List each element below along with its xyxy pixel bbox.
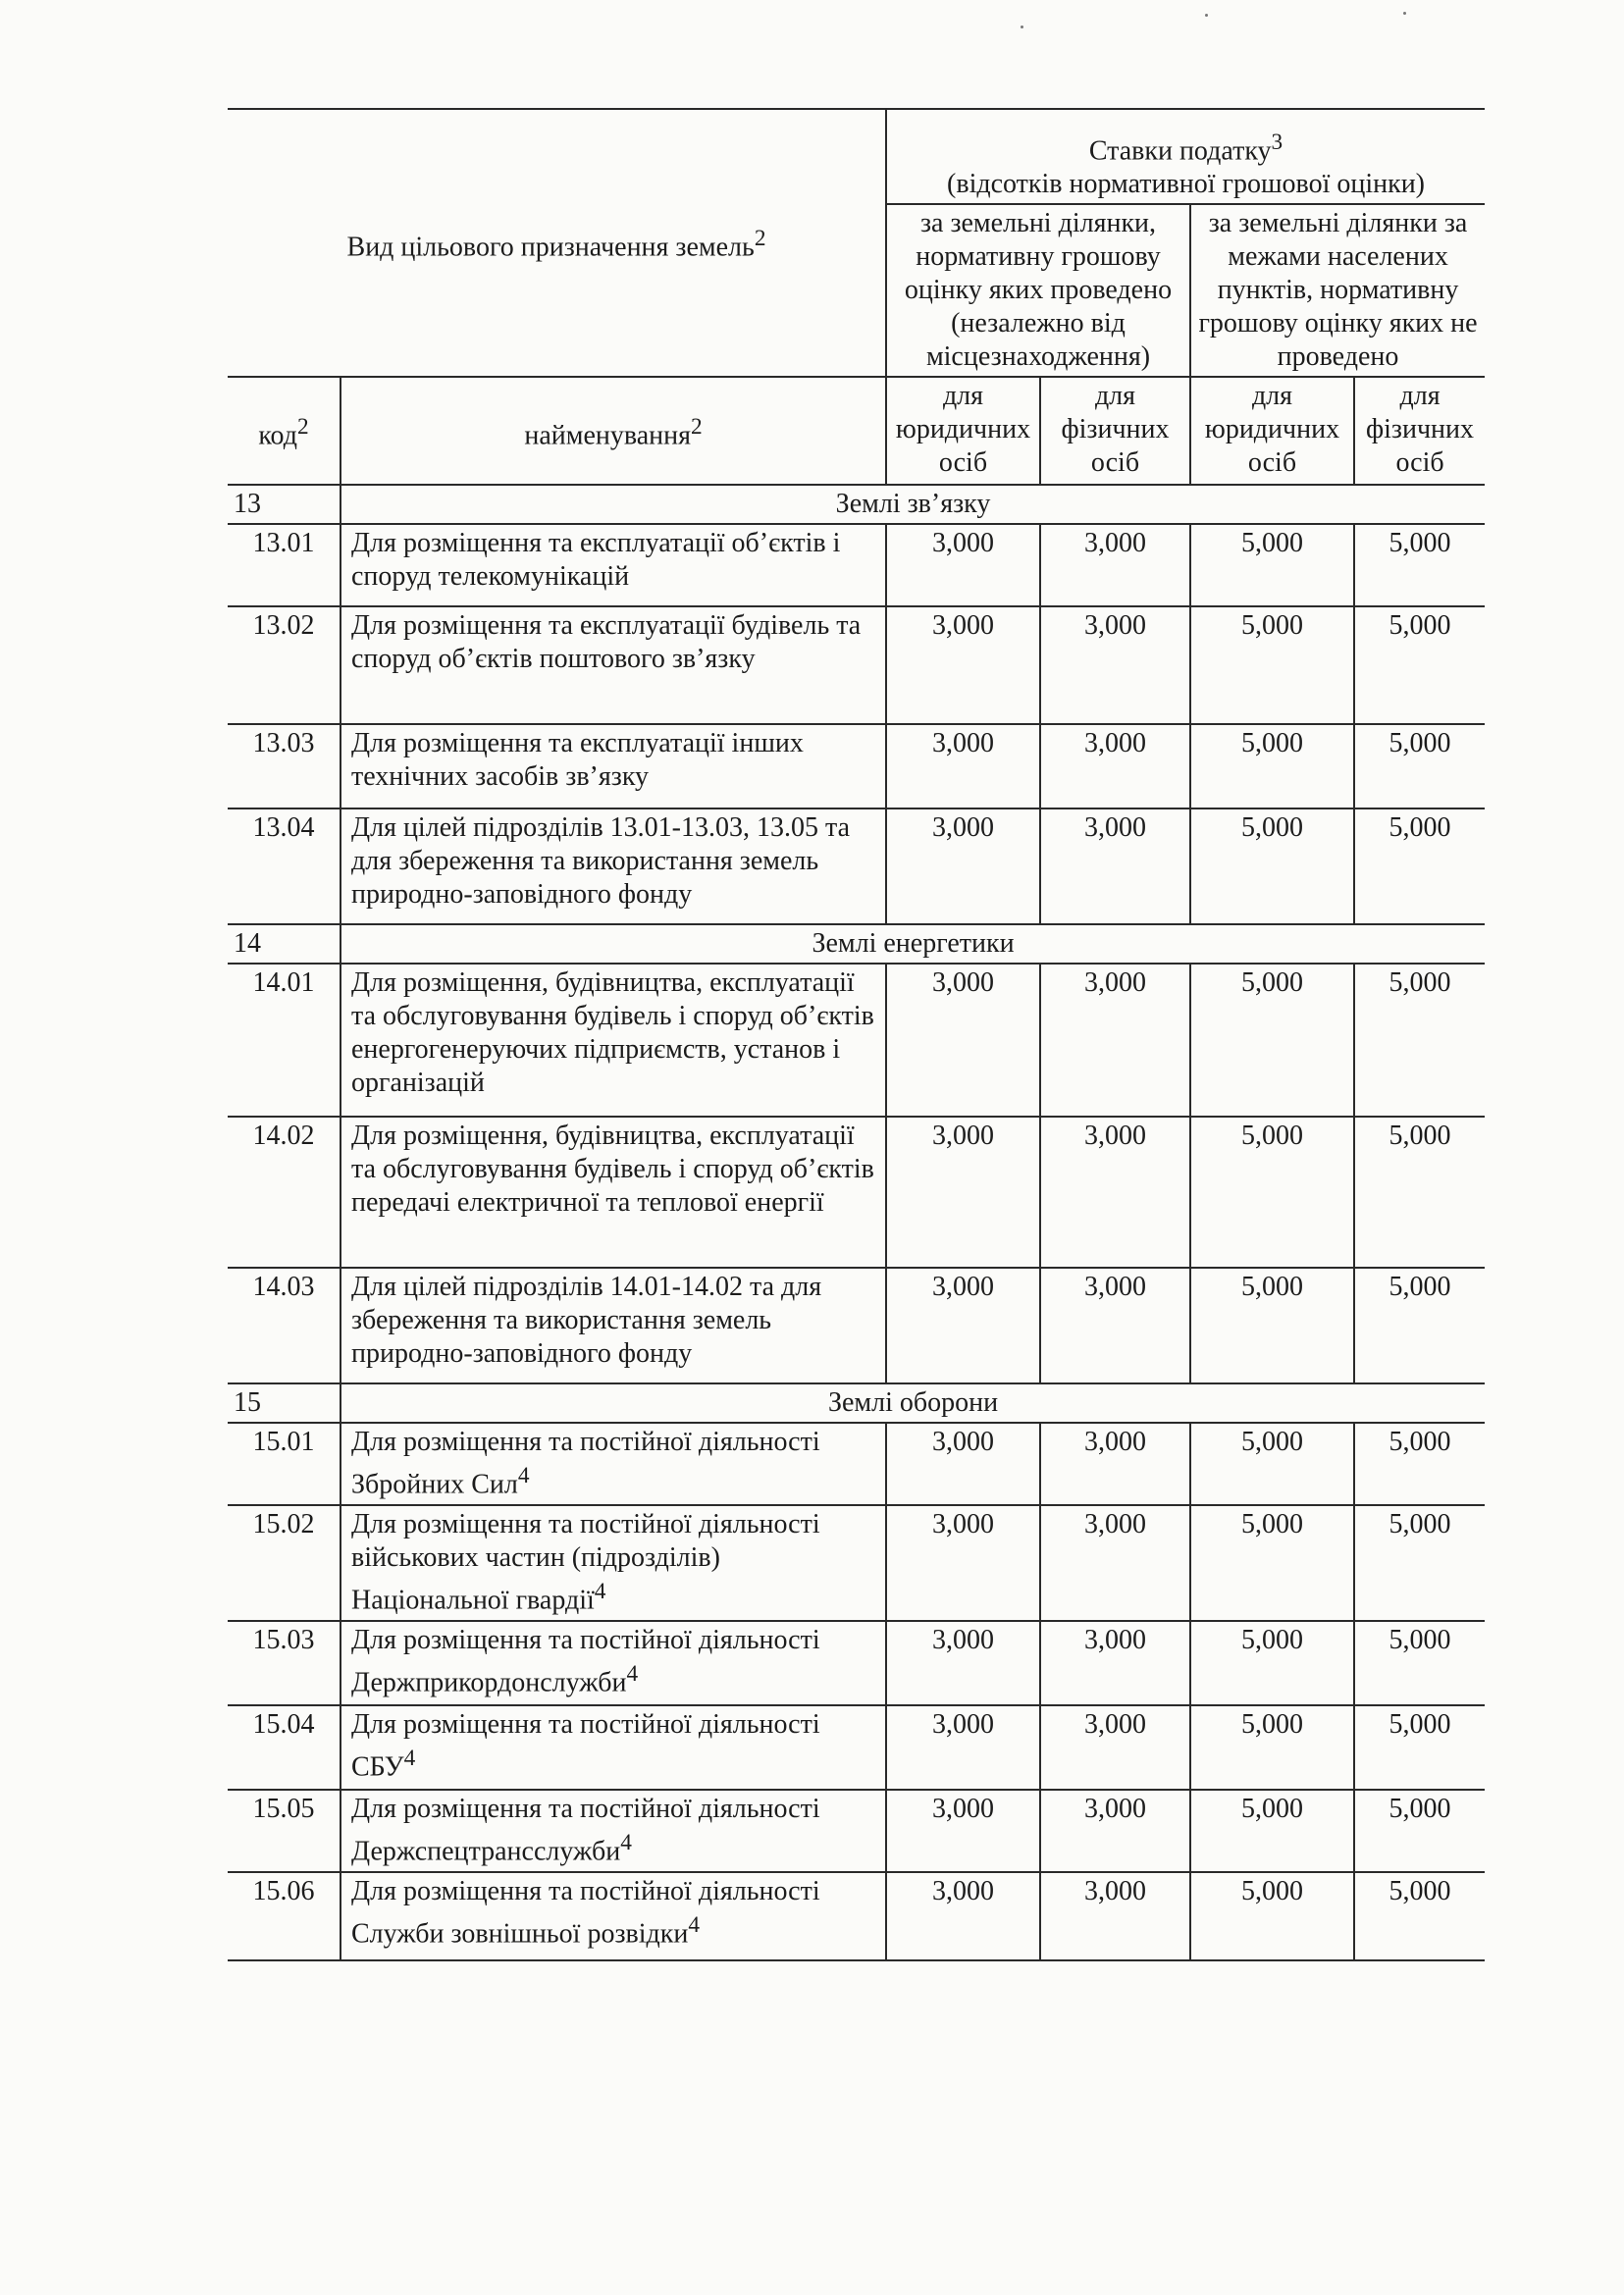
scan-speck xyxy=(1403,12,1406,15)
rate-value: 3,000 xyxy=(1040,808,1190,924)
rate-value: 5,000 xyxy=(1190,1505,1354,1621)
rate-value: 3,000 xyxy=(1040,1268,1190,1383)
section-code: 14 xyxy=(228,924,341,964)
individuals-header: для фізичних осіб xyxy=(1040,377,1190,485)
rate-value: 3,000 xyxy=(1040,1423,1190,1505)
row-code: 13.02 xyxy=(228,606,341,724)
row-name xyxy=(341,1505,886,1621)
rate-value: 5,000 xyxy=(1190,606,1354,724)
rate-value: 3,000 xyxy=(886,606,1040,724)
rate-value: 5,000 xyxy=(1354,1423,1485,1505)
table-row xyxy=(228,1117,1485,1268)
row-name xyxy=(341,1423,886,1505)
row-name-text: Для розміщення та постійної діяльності Збройних Сил xyxy=(351,1427,820,1500)
row-name-text: Для розміщення та постійної діяльності Держприкордонслужби xyxy=(351,1625,820,1698)
table-row xyxy=(228,1423,1485,1505)
row-code: 13.01 xyxy=(228,524,341,606)
rate-value: 3,000 xyxy=(1040,724,1190,808)
row-code: 14.01 xyxy=(228,964,341,1117)
table-row xyxy=(228,1705,1485,1790)
rate-value: 5,000 xyxy=(1354,808,1485,924)
rate-value: 5,000 xyxy=(1190,1872,1354,1960)
section-code: 15 xyxy=(228,1383,341,1423)
table-row xyxy=(228,606,1485,724)
section-title: Землі оборони xyxy=(341,1383,1485,1423)
group-assessed-header: за земельні ділянки, нормативну грошову оцінку яких проведено (незалежно від місцезнаходження) xyxy=(886,204,1190,377)
footnote-mark: 2 xyxy=(296,413,309,440)
rate-value: 3,000 xyxy=(1040,964,1190,1117)
rate-value: 3,000 xyxy=(886,964,1040,1117)
land-type-header: Вид цільового призначення земель$^2$ xyxy=(228,109,886,377)
rate-value: 5,000 xyxy=(1354,1872,1485,1960)
rate-value: 5,000 xyxy=(1354,606,1485,724)
row-name-text: Для цілей підрозділів 13.01-13.03, 13.05 та для збереження та використання земель природно-заповідного фонду xyxy=(351,812,850,911)
scan-speck xyxy=(1205,14,1208,17)
rates-header: Ставки податку$^3$ (відсотків нормативної грошової оцінки) xyxy=(886,109,1485,204)
rate-value: 3,000 xyxy=(886,524,1040,606)
footnote-mark: 4 xyxy=(517,1463,530,1489)
footnote-mark: 4 xyxy=(620,1830,632,1856)
table-body xyxy=(228,485,1485,1960)
rate-value: 3,000 xyxy=(886,1117,1040,1268)
row-name xyxy=(341,1872,886,1960)
table-row xyxy=(228,964,1485,1117)
legal-entities-header: для юридичних осіб xyxy=(1190,377,1354,485)
rate-value: 3,000 xyxy=(886,1872,1040,1960)
rate-value: 5,000 xyxy=(1354,964,1485,1117)
row-name-text: Для розміщення та експлуатації інших технічних засобів зв’язку xyxy=(351,728,804,793)
row-code: 13.03 xyxy=(228,724,341,808)
rate-value: 3,000 xyxy=(1040,1872,1190,1960)
row-name xyxy=(341,606,886,724)
rate-value: 5,000 xyxy=(1190,964,1354,1117)
row-code: 15.03 xyxy=(228,1621,341,1705)
section-row xyxy=(228,1383,1485,1423)
footnote-mark: 3 xyxy=(1271,130,1283,155)
row-code: 15.01 xyxy=(228,1423,341,1505)
rate-value: 5,000 xyxy=(1190,1621,1354,1705)
row-code: 13.04 xyxy=(228,808,341,924)
rate-value: 3,000 xyxy=(886,1790,1040,1872)
rate-value: 3,000 xyxy=(1040,606,1190,724)
rates-subtitle: (відсотків нормативної грошової оцінки) xyxy=(947,169,1426,200)
table-row xyxy=(228,1790,1485,1872)
rate-value: 5,000 xyxy=(1354,1790,1485,1872)
row-name-text: Для розміщення та експлуатації об’єктів і споруд телекомунікацій xyxy=(351,528,841,593)
row-name-text: Для розміщення та постійної діяльності Держспецтрансслужби xyxy=(351,1794,820,1867)
row-code: 14.03 xyxy=(228,1268,341,1383)
rate-value: 3,000 xyxy=(1040,1505,1190,1621)
name-header: найменування$^2$ xyxy=(341,377,886,485)
group-not-assessed-header: за земельні ділянки за межами населених пунктів, нормативну грошову оцінку яких не проведено xyxy=(1190,204,1485,377)
row-name xyxy=(341,1117,886,1268)
footnote-mark: 4 xyxy=(688,1912,701,1939)
rate-value: 3,000 xyxy=(886,1268,1040,1383)
rate-value: 5,000 xyxy=(1190,1790,1354,1872)
rate-value: 3,000 xyxy=(1040,1621,1190,1705)
code-header: код$^2$ xyxy=(228,377,341,485)
row-code: 15.04 xyxy=(228,1705,341,1790)
rate-value: 3,000 xyxy=(886,808,1040,924)
row-name-text: Для розміщення та постійної діяльності Служби зовнішньої розвідки xyxy=(351,1876,820,1950)
row-name xyxy=(341,808,886,924)
rate-value: 5,000 xyxy=(1190,724,1354,808)
section-row xyxy=(228,485,1485,524)
rate-value: 3,000 xyxy=(886,1621,1040,1705)
rate-value: 5,000 xyxy=(1354,1268,1485,1383)
row-name xyxy=(341,964,886,1117)
rate-value: 5,000 xyxy=(1354,724,1485,808)
row-code: 15.02 xyxy=(228,1505,341,1621)
row-name-text: Для цілей підрозділів 14.01-14.02 та для збереження та використання земель природно-заповідного фонду xyxy=(351,1272,822,1370)
footnote-mark: 4 xyxy=(403,1746,416,1772)
rate-value: 5,000 xyxy=(1354,1117,1485,1268)
table-row xyxy=(228,1268,1485,1383)
rate-value: 5,000 xyxy=(1354,1705,1485,1790)
rate-value: 5,000 xyxy=(1190,1423,1354,1505)
row-name-text: Для розміщення, будівництва, експлуатації та обслуговування будівель і споруд об’єктів енергогенеруючих підприємств, установ і організацій xyxy=(351,967,874,1099)
row-name-text: Для розміщення та постійної діяльності СБУ xyxy=(351,1709,820,1783)
rate-value: 5,000 xyxy=(1190,1268,1354,1383)
row-name xyxy=(341,1621,886,1705)
rate-value: 3,000 xyxy=(1040,1117,1190,1268)
table-row xyxy=(228,1872,1485,1960)
table-row xyxy=(228,1505,1485,1621)
table-row xyxy=(228,524,1485,606)
land-tax-rates-table xyxy=(228,108,1485,1961)
row-name xyxy=(341,1790,886,1872)
section-title: Землі зв’язку xyxy=(341,485,1485,524)
row-code: 15.06 xyxy=(228,1872,341,1960)
row-code: 14.02 xyxy=(228,1117,341,1268)
section-code: 13 xyxy=(228,485,341,524)
table-header xyxy=(228,109,1485,485)
row-name-text: Для розміщення, будівництва, експлуатації та обслуговування будівель і споруд об’єктів передачі електричної та теплової енергії xyxy=(351,1121,874,1219)
row-name xyxy=(341,524,886,606)
footnote-mark: 2 xyxy=(754,226,766,251)
rate-value: 5,000 xyxy=(1190,524,1354,606)
rate-value: 5,000 xyxy=(1354,1505,1485,1621)
row-name-text: Для розміщення та експлуатації будівель та споруд об’єктів поштового зв’язку xyxy=(351,610,862,675)
rate-value: 5,000 xyxy=(1190,1705,1354,1790)
row-code: 15.05 xyxy=(228,1790,341,1872)
scan-speck xyxy=(1021,26,1023,28)
rate-value: 3,000 xyxy=(886,1505,1040,1621)
row-name-text: Для розміщення та постійної діяльності військових частин (підрозділів) Національної гвардії xyxy=(351,1509,820,1616)
rate-value: 3,000 xyxy=(1040,1790,1190,1872)
rate-value: 5,000 xyxy=(1190,808,1354,924)
table-row xyxy=(228,808,1485,924)
rate-value: 3,000 xyxy=(886,1705,1040,1790)
footnote-mark: 2 xyxy=(690,413,703,440)
row-name xyxy=(341,1268,886,1383)
section-row xyxy=(228,924,1485,964)
rate-value: 5,000 xyxy=(1354,524,1485,606)
row-name xyxy=(341,1705,886,1790)
footnote-mark: 4 xyxy=(594,1579,606,1605)
section-title: Землі енергетики xyxy=(341,924,1485,964)
rate-value: 3,000 xyxy=(886,1423,1040,1505)
rate-value: 3,000 xyxy=(1040,524,1190,606)
individuals-header: для фізичних осіб xyxy=(1354,377,1485,485)
row-name xyxy=(341,724,886,808)
table-row xyxy=(228,1621,1485,1705)
table-row xyxy=(228,724,1485,808)
footnote-mark: 4 xyxy=(626,1661,639,1688)
rate-value: 5,000 xyxy=(1190,1117,1354,1268)
rate-value: 3,000 xyxy=(886,724,1040,808)
rate-value: 5,000 xyxy=(1354,1621,1485,1705)
legal-entities-header: для юридичних осіб xyxy=(886,377,1040,485)
rate-value: 3,000 xyxy=(1040,1705,1190,1790)
